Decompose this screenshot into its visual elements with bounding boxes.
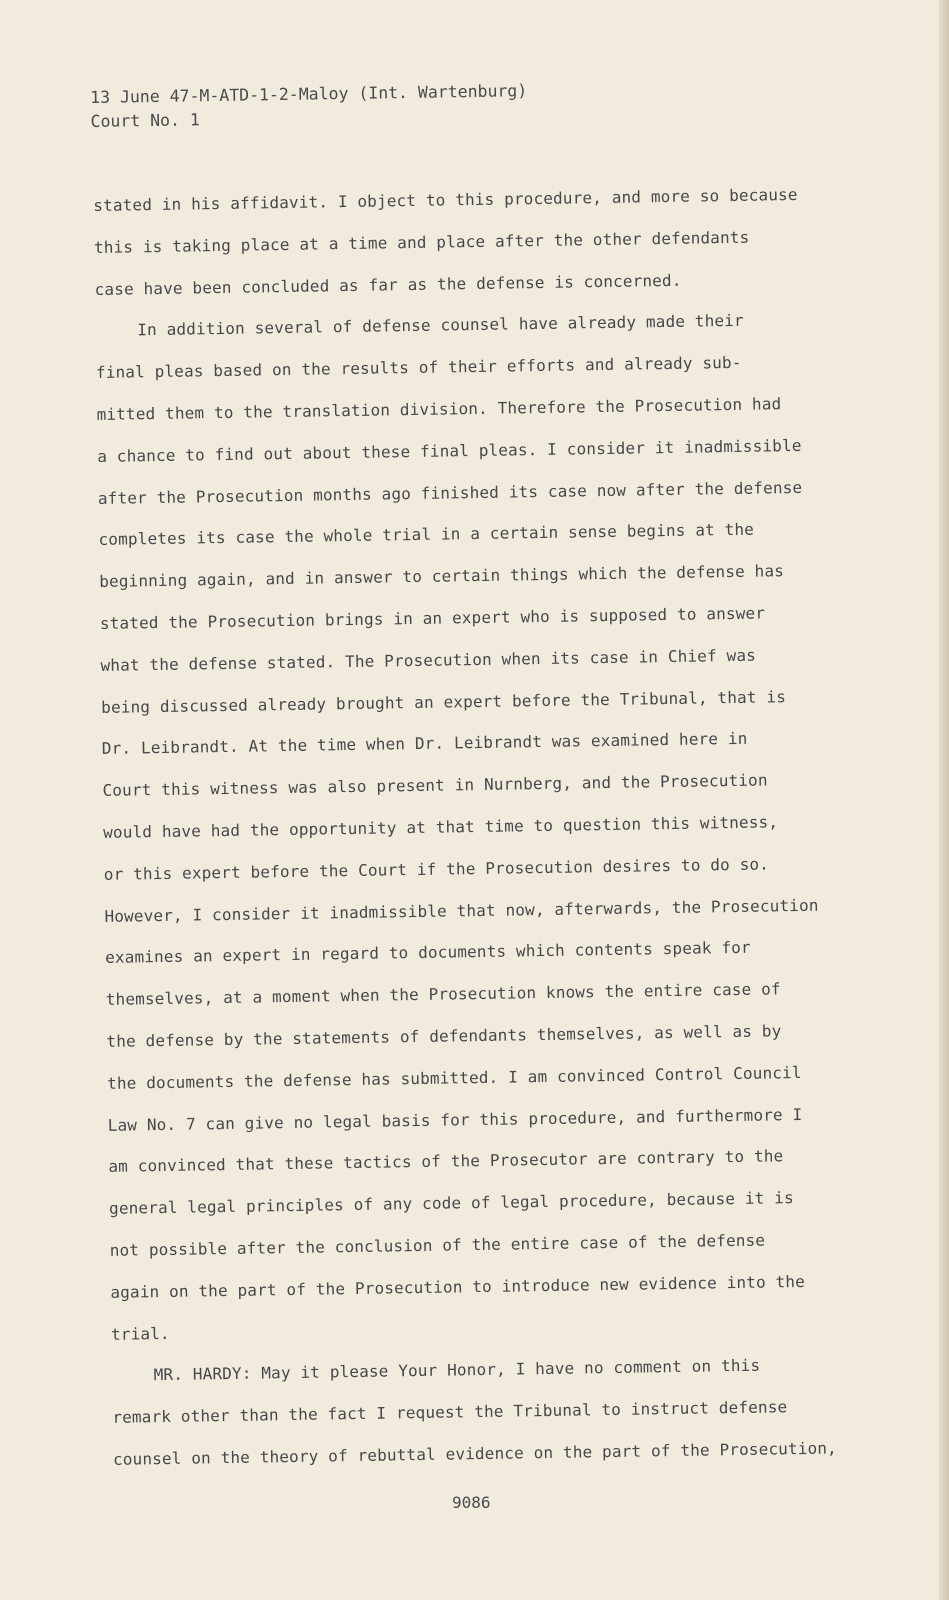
transcript-line: stated in his affidavit. I object to this procedure, and more so because xyxy=(93,184,798,215)
transcript-line: examines an expert in regard to documents which contents speak for xyxy=(104,938,751,968)
transcript-line: again on the part of the Prosecution to introduce new evidence into the xyxy=(110,1271,806,1302)
transcript-line: Dr. Leibrandt. At the time when Dr. Leibrandt was examined here in xyxy=(101,729,748,759)
transcript-line: am convinced that these tactics of the Prosecutor are contrary to the xyxy=(108,1146,784,1177)
transcript-line: mitted them to the translation division. Therefore the Prosecution had xyxy=(96,394,782,424)
transcript-line: what the defense stated. The Prosecution when its case in Chief was xyxy=(100,645,757,675)
page-edge-shadow xyxy=(939,0,949,1600)
header-court-line: Court No. 1 xyxy=(90,110,200,131)
transcript-line: general legal principles of any code of legal procedure, because it is xyxy=(108,1188,794,1218)
page-number: 9086 xyxy=(452,1493,491,1512)
transcript-line: MR. HARDY: May it please Your Honor, I have no comment on this xyxy=(153,1355,761,1385)
transcript-line: themselves, at a moment when the Prosecution knows the entire case of xyxy=(105,979,781,1010)
header-session-line: 13 June 47-M-ATD-1-2-Maloy (Int. Wartenburg) xyxy=(90,81,528,107)
transcript-line: case have been concluded as far as the defense is concerned. xyxy=(94,270,682,299)
transcript-line: trial. xyxy=(110,1323,170,1344)
transcript-line: or this expert before the Court if the Prosecution desires to do so. xyxy=(103,854,770,884)
document-header xyxy=(90,79,528,134)
transcript-line: However, I consider it inadmissible that now, afterwards, the Prosecution xyxy=(104,895,819,926)
transcript-line: not possible after the conclusion of the entire case of the defense xyxy=(109,1230,766,1260)
transcript-line: the defense by the statements of defendants themselves, as well as by xyxy=(106,1021,782,1051)
transcript-line: In addition several of defense counsel have already made their xyxy=(137,311,744,340)
transcript-line: being discussed already brought an expert before the Tribunal, that is xyxy=(101,686,787,717)
transcript-line: beginning again, and in answer to certain things which the defense has xyxy=(99,561,785,592)
transcript-line: Law No. 7 can give no legal basis for this procedure, and furthermore I xyxy=(107,1104,803,1135)
transcript-body xyxy=(93,173,873,1480)
transcript-line: this is taking place at a time and place after the other defendants xyxy=(93,227,750,257)
transcript-line: a chance to find out about these final pleas. I consider it inadmissible xyxy=(97,435,802,466)
transcript-line: the documents the defense has submitted. I am convinced Control Council xyxy=(106,1062,802,1093)
transcript-line: counsel on the theory of rebuttal evidence on the part of the Prosecution, xyxy=(112,1438,838,1469)
transcript-line: after the Prosecution months ago finished its case now after the defense xyxy=(97,477,803,508)
transcript-line: stated the Prosecution brings in an expert who is supposed to answer xyxy=(99,603,766,633)
transcript-line: completes its case the whole trial in a certain sense begins at the xyxy=(98,520,755,550)
transcript-line: final pleas based on the results of their efforts and already sub- xyxy=(95,353,742,383)
transcript-line: remark other than the fact I request the Tribunal to instruct defense xyxy=(112,1397,788,1427)
transcript-line: Court this witness was also present in Nurnberg, and the Prosecution xyxy=(102,770,768,801)
transcript-line: would have had the opportunity at that time to question this witness, xyxy=(103,812,779,842)
